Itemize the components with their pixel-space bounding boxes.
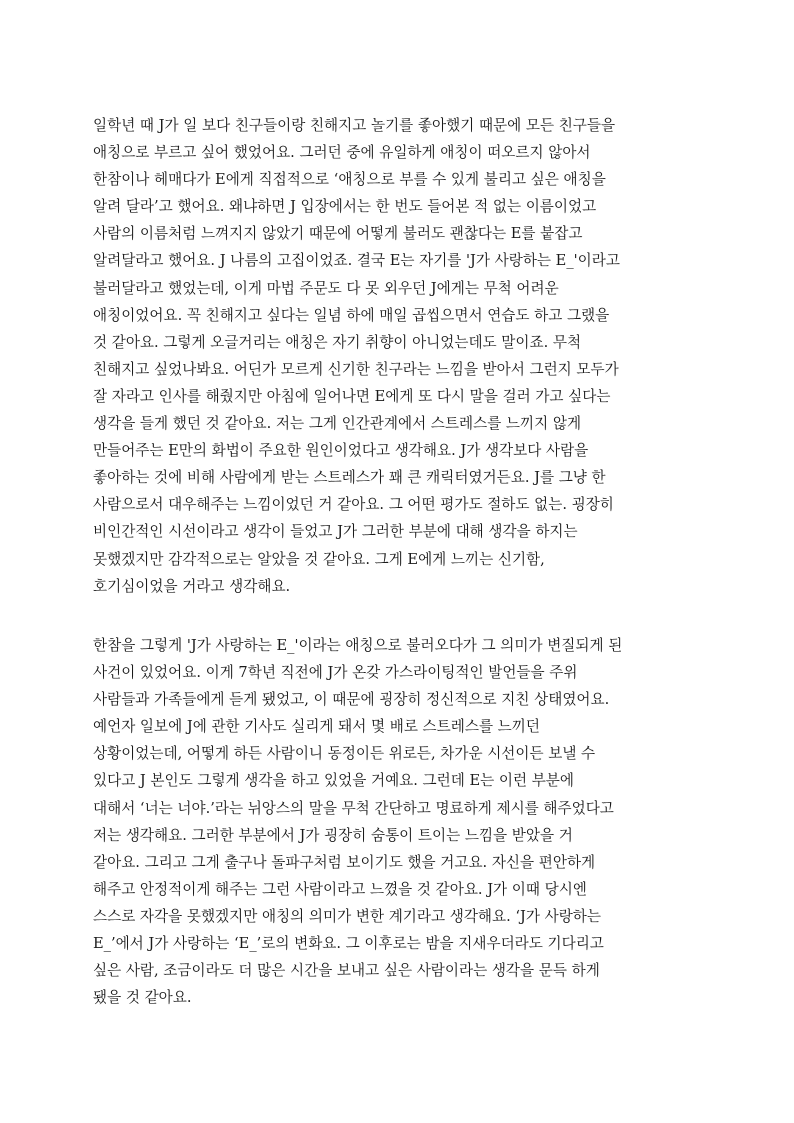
text-line: 해주고 안정적이게 해주는 그런 사람이라고 느꼈을 것 같아요. J가 이때 당시엔 [93, 880, 587, 898]
text-line: 일학년 때 J가 일 보다 친구들이랑 친해지고 놀기를 좋아했기 때문에 모든 친구들을 [93, 117, 616, 134]
text-line: E_’에서 J가 사랑하는 ‘E_’로의 변화요. 그 이후로는 밤을 지새우더라도 기다리고 [93, 935, 604, 953]
text-line: 좋아하는 것에 비해 사람에게 받는 스트레스가 꽤 큰 캐릭터였거든요. J를 그냥 한 [93, 469, 606, 487]
text-line: 사건이 있었어요. 이게 7학년 직전에 J가 온갖 가스라이팅적인 발언들을 주위 [93, 664, 578, 682]
text-line: 대해서 ‘너는 너야.’라는 뉘앙스의 말을 무척 간단하고 명료하게 제시를 해주었다고 [93, 799, 614, 817]
text-line: 친해지고 싶었나봐요. 어딘가 모르게 신기한 친구라는 느낌을 받아서 그런지 모두가 [93, 360, 619, 378]
text-line: 저는 생각해요. 그러한 부분에서 J가 굉장히 숨통이 트이는 느낌을 받았을 거 [93, 826, 573, 844]
paragraph-1 [93, 112, 713, 600]
text-line: 스스로 자각을 못했겠지만 애칭의 의미가 변한 계기라고 생각해요. ‘J가 사랑하는 [93, 907, 602, 925]
text-line: 애칭이었어요. 꼭 친해지고 싶다는 일념 하에 매일 곱씹으면서 연습도 하고 그랬을 [93, 306, 610, 324]
text-line: 상황이었는데, 어떻게 하든 사람이니 동정이든 위로든, 차가운 시선이든 보낼 수 [93, 745, 596, 763]
text-line: 알려달라고 했어요. J 나름의 고집이었죠. 결국 E는 자기를 'J가 사랑하는 E_'이라고 [93, 252, 620, 270]
text-line: 싶은 사람, 조금이라도 더 많은 시간을 보내고 싶은 사람이라는 생각을 문득 하게 [93, 962, 600, 980]
text-line: 것 같아요. 그렇게 오글거리는 애칭은 자기 취향이 아니었는데도 말이죠. 무척 [93, 333, 582, 351]
text-line: 사람의 이름처럼 느껴지지 않았기 때문에 어떻게 불러도 괜찮다는 E를 붙잡고 [93, 225, 583, 243]
text-line: 한참이나 헤매다가 E에게 직접적으로 ‘애칭으로 부를 수 있게 불리고 싶은 애칭을 [93, 171, 606, 189]
text-line: 생각을 들게 했던 것 같아요. 저는 그게 인간관계에서 스트레스를 느끼지 않게 [93, 415, 582, 433]
text-line: 한참을 그렇게 'J가 사랑하는 E_'이라는 애칭으로 불러오다가 그 의미가 변질되게 된 [93, 637, 623, 654]
text-line: 못했겠지만 감각적으로는 알았을 것 같아요. 그게 E에게 느끼는 신기함, [93, 550, 545, 568]
text-line: 됐을 것 같아요. [93, 989, 192, 1007]
text-line: 불러달라고 했었는데, 이게 마법 주문도 다 못 외우던 J에게는 무척 어려운 [93, 279, 559, 297]
text-line: 사람들과 가족들에게 듣게 됐었고, 이 때문에 굉장히 정신적으로 지친 상태였어요. [93, 691, 610, 709]
text-line: 사람으로서 대우해주는 느낌이었던 거 같아요. 그 어떤 평가도 절하도 없는. 굉장히 [93, 496, 614, 514]
text-line: 알려 달라’고 했어요. 왜냐하면 J 입장에서는 한 번도 들어본 적 없는 이름이었고 [93, 198, 597, 216]
text-line: 비인간적인 시선이라고 생각이 들었고 J가 그러한 부분에 대해 생각을 하지는 [93, 523, 578, 541]
paragraph-2 [93, 632, 713, 1011]
text-line: 잘 자라고 인사를 해줬지만 아침에 일어나면 E에게 또 다시 말을 걸러 가고 싶다는 [93, 387, 611, 405]
text-line: 애칭으로 부르고 싶어 했었어요. 그러던 중에 유일하게 애칭이 떠오르지 않아서 [93, 144, 591, 162]
text-line: 있다고 J 본인도 그렇게 생각을 하고 있었을 거예요. 그런데 E는 이런 부분에 [93, 772, 575, 790]
text-line: 만들어주는 E만의 화법이 주요한 원인이었다고 생각해요. J가 생각보다 사람을 [93, 442, 589, 460]
text-line: 같아요. 그리고 그게 출구나 돌파구처럼 보이기도 했을 거고요. 자신을 편안하게 [93, 853, 596, 871]
text-line: 예언자 일보에 J에 관한 기사도 실리게 돼서 몇 배로 스트레스를 느끼던 [93, 718, 540, 736]
text-line: 호기심이었을 거라고 생각해요. [93, 577, 291, 595]
